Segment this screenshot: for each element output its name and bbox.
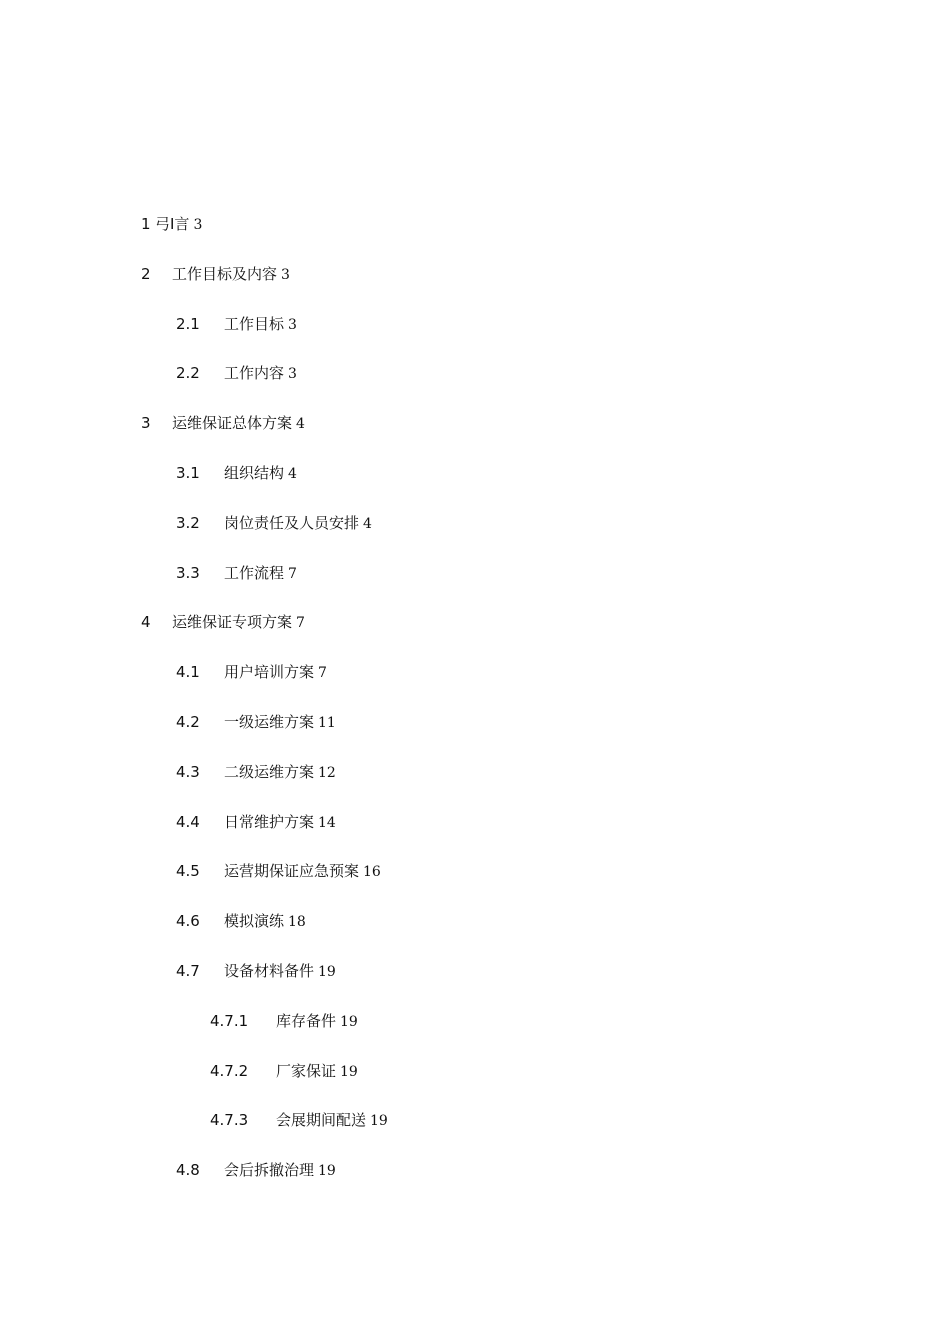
toc-page-number: 7 xyxy=(318,665,327,682)
toc-entry-4-6[interactable] xyxy=(0,905,950,955)
toc-page-number: 12 xyxy=(318,764,336,781)
toc-number: 4.7.1 xyxy=(210,1011,249,1030)
table-of-contents xyxy=(0,208,950,1204)
toc-page-number: 3 xyxy=(281,266,290,283)
toc-page-number: 16 xyxy=(363,864,381,881)
toc-title: 用户培训方案 xyxy=(224,663,315,682)
toc-title: 会后拆撤治理 xyxy=(224,1161,315,1180)
toc-page-number: 7 xyxy=(288,565,297,582)
toc-title: 会展期间配送 xyxy=(276,1111,367,1130)
toc-entry-4[interactable] xyxy=(0,606,950,656)
toc-page-number: 3 xyxy=(193,217,203,233)
toc-entry-4-7-2[interactable] xyxy=(0,1055,950,1105)
toc-title: 工作目标及内容 xyxy=(172,264,278,283)
toc-entry-4-7-3[interactable] xyxy=(0,1104,950,1154)
toc-title: 二级运维方案 xyxy=(224,762,315,781)
toc-page-number: 19 xyxy=(340,1013,358,1030)
toc-entry-3-1[interactable] xyxy=(0,457,950,507)
toc-page-number: 19 xyxy=(370,1113,388,1130)
toc-entry-2-2[interactable] xyxy=(0,357,950,407)
toc-entry-3-3[interactable] xyxy=(0,557,950,607)
toc-entry-3-2[interactable] xyxy=(0,507,950,557)
toc-title: 弓I言 xyxy=(155,215,190,233)
toc-number: 4.3 xyxy=(176,762,200,781)
toc-entry-1[interactable] xyxy=(0,208,950,258)
toc-number: 4.6 xyxy=(176,912,200,931)
toc-title: 运维保证专项方案 xyxy=(172,613,293,632)
toc-page-number: 3 xyxy=(288,316,297,333)
toc-number: 4.7.3 xyxy=(210,1111,249,1130)
toc-entry-3[interactable] xyxy=(0,407,950,457)
toc-title: 库存备件 xyxy=(276,1011,337,1030)
toc-page-number: 4 xyxy=(296,416,305,433)
toc-number: 4.7 xyxy=(176,961,200,980)
toc-title: 设备材料备件 xyxy=(224,961,315,980)
toc-title: 工作流程 xyxy=(224,563,285,582)
toc-number: 3.3 xyxy=(176,563,200,582)
toc-entry-4-5[interactable] xyxy=(0,855,950,905)
toc-entry-4-2[interactable] xyxy=(0,706,950,756)
toc-number: 4.8 xyxy=(176,1161,200,1180)
toc-page-number: 4 xyxy=(288,465,297,482)
toc-number: 4.5 xyxy=(176,862,200,881)
toc-number: 4 xyxy=(141,613,151,632)
toc-title: 日常维护方案 xyxy=(224,812,315,831)
toc-number: 2.1 xyxy=(176,314,200,333)
toc-page-number: 19 xyxy=(318,963,336,980)
toc-entry-4-1[interactable] xyxy=(0,656,950,706)
toc-page-number: 14 xyxy=(318,814,336,831)
toc-title: 运营期保证应急预案 xyxy=(224,862,360,881)
toc-page-number: 3 xyxy=(288,366,297,383)
toc-number: 3 xyxy=(141,414,151,433)
toc-number: 3.2 xyxy=(176,513,200,532)
toc-page-number: 4 xyxy=(363,515,372,532)
toc-number: 4.1 xyxy=(176,663,200,682)
toc-number: 4.4 xyxy=(176,812,200,831)
toc-title: 一级运维方案 xyxy=(224,712,315,731)
toc-entry-4-7-1[interactable] xyxy=(0,1005,950,1055)
toc-page-number: 18 xyxy=(288,914,306,931)
toc-entry-4-7[interactable] xyxy=(0,955,950,1005)
toc-title: 工作内容 xyxy=(224,364,285,383)
toc-number: 1 xyxy=(141,215,151,233)
toc-title: 岗位责任及人员安排 xyxy=(224,513,360,532)
toc-entry-2-1[interactable] xyxy=(0,308,950,358)
toc-entry-4-8[interactable] xyxy=(0,1154,950,1204)
toc-number: 4.7.2 xyxy=(210,1061,249,1080)
toc-page-number: 7 xyxy=(296,615,305,632)
toc-entry-4-4[interactable] xyxy=(0,806,950,856)
toc-page-number: 19 xyxy=(340,1063,358,1080)
toc-entry-4-3[interactable] xyxy=(0,756,950,806)
toc-title: 厂家保证 xyxy=(276,1061,337,1080)
toc-page-number: 11 xyxy=(318,714,336,731)
toc-number: 2.2 xyxy=(176,364,200,383)
toc-page-number: 19 xyxy=(318,1163,336,1180)
toc-number: 4.2 xyxy=(176,712,200,731)
toc-title: 运维保证总体方案 xyxy=(172,414,293,433)
toc-entry-2[interactable] xyxy=(0,258,950,308)
toc-title: 模拟演练 xyxy=(224,912,285,931)
toc-title: 组织结构 xyxy=(224,463,285,482)
toc-title: 工作目标 xyxy=(224,314,285,333)
toc-number: 2 xyxy=(141,264,151,283)
toc-number: 3.1 xyxy=(176,463,200,482)
